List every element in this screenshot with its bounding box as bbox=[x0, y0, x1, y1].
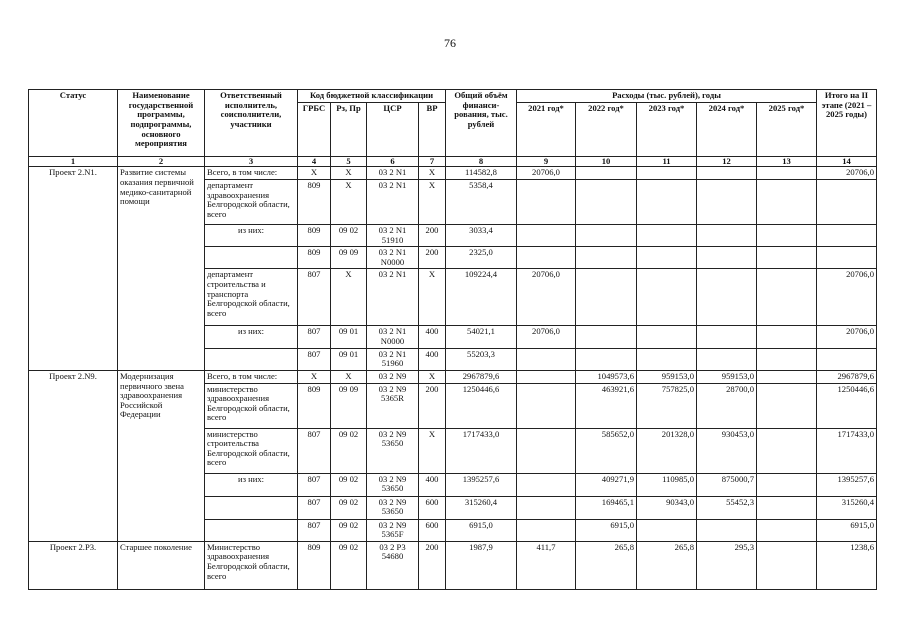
year-2024-cell bbox=[697, 326, 757, 348]
header-grbs: ГРБС bbox=[298, 102, 331, 156]
grbs-cell: Х bbox=[298, 167, 331, 180]
responsible-cell: Министерство здравоохранения Белгородской области, всего bbox=[205, 541, 298, 589]
stage-total-cell bbox=[817, 224, 877, 246]
year-2025-cell bbox=[757, 519, 817, 541]
responsible-cell: министерство здравоохранения Белгородской области, всего bbox=[205, 383, 298, 428]
year-2022-cell: 409271,9 bbox=[576, 473, 637, 496]
year-2021-cell: 20706,0 bbox=[517, 167, 576, 180]
header-2025: 2025 год* bbox=[757, 102, 817, 156]
year-2024-cell bbox=[697, 224, 757, 246]
status-cell: Проект 2.Р3. bbox=[29, 541, 118, 589]
name-cell: Старшее поколение bbox=[118, 541, 205, 589]
rzpr-cell: Х bbox=[331, 269, 367, 326]
csr-cell: 03 2 N9 53650 bbox=[367, 473, 419, 496]
table-row bbox=[29, 541, 877, 589]
year-2024-cell bbox=[697, 247, 757, 269]
grbs-cell: 807 bbox=[298, 519, 331, 541]
header-kbk: Код бюджетной классификации bbox=[298, 90, 446, 103]
stage-total-cell bbox=[817, 247, 877, 269]
year-2025-cell bbox=[757, 541, 817, 589]
year-2023-cell bbox=[637, 224, 697, 246]
vr-cell: Х bbox=[419, 370, 446, 383]
header-rzpr: Рз, Пр bbox=[331, 102, 367, 156]
header-responsible: Ответственный исполнитель, соисполнители, участники bbox=[205, 90, 298, 157]
csr-cell: 03 2 N9 bbox=[367, 370, 419, 383]
column-number: 4 bbox=[298, 156, 331, 167]
responsible-cell: Всего, в том числе: bbox=[205, 370, 298, 383]
header-status: Статус bbox=[29, 90, 118, 157]
total-cell: 114582,8 bbox=[446, 167, 517, 180]
stage-total-cell: 1717433,0 bbox=[817, 428, 877, 473]
year-2021-cell bbox=[517, 519, 576, 541]
column-number: 5 bbox=[331, 156, 367, 167]
column-number: 1 bbox=[29, 156, 118, 167]
header-name: Наименование государственной программы, подпрограммы, основного мероприятия bbox=[118, 90, 205, 157]
vr-cell: 400 bbox=[419, 473, 446, 496]
grbs-cell: 807 bbox=[298, 428, 331, 473]
csr-cell: 03 2 N1 N0000 bbox=[367, 247, 419, 269]
rzpr-cell: 09 02 bbox=[331, 496, 367, 519]
year-2025-cell bbox=[757, 269, 817, 326]
column-number-row bbox=[29, 156, 877, 167]
grbs-cell: 809 bbox=[298, 541, 331, 589]
vr-cell: 200 bbox=[419, 541, 446, 589]
responsible-cell bbox=[205, 496, 298, 519]
header-2024: 2024 год* bbox=[697, 102, 757, 156]
total-cell: 1250446,6 bbox=[446, 383, 517, 428]
total-cell: 6915,0 bbox=[446, 519, 517, 541]
grbs-cell: 807 bbox=[298, 326, 331, 348]
vr-cell: 200 bbox=[419, 224, 446, 246]
total-cell: 1987,9 bbox=[446, 541, 517, 589]
year-2025-cell bbox=[757, 247, 817, 269]
year-2025-cell bbox=[757, 224, 817, 246]
total-cell: 3033,4 bbox=[446, 224, 517, 246]
header-stage-total: Итого на II этапе (2021 – 2025 годы) bbox=[817, 90, 877, 157]
vr-cell: Х bbox=[419, 269, 446, 326]
stage-total-cell: 1250446,6 bbox=[817, 383, 877, 428]
grbs-cell: 807 bbox=[298, 348, 331, 370]
year-2025-cell bbox=[757, 473, 817, 496]
budget-table bbox=[28, 89, 877, 590]
total-cell: 315260,4 bbox=[446, 496, 517, 519]
year-2021-cell bbox=[517, 247, 576, 269]
responsible-cell: министерство строительства Белгородской области, всего bbox=[205, 428, 298, 473]
year-2022-cell bbox=[576, 167, 637, 180]
column-number: 10 bbox=[576, 156, 637, 167]
vr-cell: Х bbox=[419, 428, 446, 473]
csr-cell: 03 2 N9 5365F bbox=[367, 519, 419, 541]
stage-total-cell: 1395257,6 bbox=[817, 473, 877, 496]
year-2021-cell bbox=[517, 348, 576, 370]
stage-total-cell: 1238,6 bbox=[817, 541, 877, 589]
column-number: 11 bbox=[637, 156, 697, 167]
year-2021-cell: 20706,0 bbox=[517, 269, 576, 326]
year-2025-cell bbox=[757, 428, 817, 473]
year-2021-cell bbox=[517, 179, 576, 224]
column-number: 9 bbox=[517, 156, 576, 167]
stage-total-cell bbox=[817, 348, 877, 370]
responsible-cell bbox=[205, 247, 298, 269]
header-total: Общий объём финанси-рования, тыс. рублей bbox=[446, 90, 517, 157]
year-2023-cell: 757825,0 bbox=[637, 383, 697, 428]
year-2025-cell bbox=[757, 326, 817, 348]
year-2022-cell: 6915,0 bbox=[576, 519, 637, 541]
year-2025-cell bbox=[757, 496, 817, 519]
csr-cell: 03 2 N1 51910 bbox=[367, 224, 419, 246]
grbs-cell: 807 bbox=[298, 496, 331, 519]
status-cell: Проект 2.N1. bbox=[29, 167, 118, 371]
year-2021-cell bbox=[517, 428, 576, 473]
year-2023-cell: 110985,0 bbox=[637, 473, 697, 496]
rzpr-cell: 09 02 bbox=[331, 519, 367, 541]
csr-cell: 03 2 N1 51960 bbox=[367, 348, 419, 370]
vr-cell: 200 bbox=[419, 383, 446, 428]
year-2022-cell: 1049573,6 bbox=[576, 370, 637, 383]
stage-total-cell: 20706,0 bbox=[817, 167, 877, 180]
name-cell: Развитие системы оказания первичной медико-санитарной помощи bbox=[118, 167, 205, 371]
vr-cell: 400 bbox=[419, 326, 446, 348]
rzpr-cell: 09 02 bbox=[331, 473, 367, 496]
page-number: 76 bbox=[444, 36, 456, 50]
year-2021-cell: 411,7 bbox=[517, 541, 576, 589]
column-number: 14 bbox=[817, 156, 877, 167]
rzpr-cell: 09 09 bbox=[331, 247, 367, 269]
csr-cell: 03 2 N9 5365R bbox=[367, 383, 419, 428]
year-2023-cell bbox=[637, 269, 697, 326]
year-2023-cell: 201328,0 bbox=[637, 428, 697, 473]
table-row bbox=[29, 370, 877, 383]
rzpr-cell: 09 09 bbox=[331, 383, 367, 428]
responsible-cell: из них: bbox=[205, 473, 298, 496]
year-2023-cell bbox=[637, 247, 697, 269]
responsible-cell: из них: bbox=[205, 326, 298, 348]
stage-total-cell: 315260,4 bbox=[817, 496, 877, 519]
header-csr: ЦСР bbox=[367, 102, 419, 156]
header-vr: ВР bbox=[419, 102, 446, 156]
year-2021-cell bbox=[517, 370, 576, 383]
total-cell: 109224,4 bbox=[446, 269, 517, 326]
total-cell: 2967879,6 bbox=[446, 370, 517, 383]
csr-cell: 03 2 N1 bbox=[367, 179, 419, 224]
year-2021-cell bbox=[517, 224, 576, 246]
responsible-cell: Всего, в том числе: bbox=[205, 167, 298, 180]
rzpr-cell: Х bbox=[331, 179, 367, 224]
header-expenses: Расходы (тыс. рублей), годы bbox=[517, 90, 817, 103]
year-2022-cell bbox=[576, 224, 637, 246]
year-2025-cell bbox=[757, 383, 817, 428]
table-header bbox=[29, 90, 877, 167]
year-2022-cell: 585652,0 bbox=[576, 428, 637, 473]
grbs-cell: 809 bbox=[298, 179, 331, 224]
column-number: 3 bbox=[205, 156, 298, 167]
year-2022-cell: 463921,6 bbox=[576, 383, 637, 428]
year-2025-cell bbox=[757, 179, 817, 224]
csr-cell: 03 2 N1 bbox=[367, 167, 419, 180]
column-number: 13 bbox=[757, 156, 817, 167]
year-2024-cell bbox=[697, 519, 757, 541]
csr-cell: 03 2 N1 bbox=[367, 269, 419, 326]
year-2024-cell bbox=[697, 269, 757, 326]
year-2024-cell: 28700,0 bbox=[697, 383, 757, 428]
grbs-cell: Х bbox=[298, 370, 331, 383]
year-2022-cell bbox=[576, 269, 637, 326]
grbs-cell: 809 bbox=[298, 247, 331, 269]
year-2025-cell bbox=[757, 348, 817, 370]
vr-cell: Х bbox=[419, 167, 446, 180]
vr-cell: 600 bbox=[419, 519, 446, 541]
column-number: 12 bbox=[697, 156, 757, 167]
rzpr-cell: 09 01 bbox=[331, 326, 367, 348]
year-2023-cell bbox=[637, 519, 697, 541]
year-2025-cell bbox=[757, 167, 817, 180]
grbs-cell: 807 bbox=[298, 269, 331, 326]
csr-cell: 03 2 Р3 54680 bbox=[367, 541, 419, 589]
responsible-cell: департамент здравоохранения Белгородской области, всего bbox=[205, 179, 298, 224]
year-2023-cell bbox=[637, 167, 697, 180]
vr-cell: 400 bbox=[419, 348, 446, 370]
column-number: 2 bbox=[118, 156, 205, 167]
stage-total-cell: 20706,0 bbox=[817, 269, 877, 326]
year-2022-cell bbox=[576, 348, 637, 370]
column-number: 7 bbox=[419, 156, 446, 167]
year-2022-cell bbox=[576, 247, 637, 269]
year-2023-cell bbox=[637, 326, 697, 348]
table-body bbox=[29, 167, 877, 590]
stage-total-cell: 2967879,6 bbox=[817, 370, 877, 383]
total-cell: 5358,4 bbox=[446, 179, 517, 224]
responsible-cell: из них: bbox=[205, 224, 298, 246]
total-cell: 1395257,6 bbox=[446, 473, 517, 496]
stage-total-cell bbox=[817, 179, 877, 224]
header-2022: 2022 год* bbox=[576, 102, 637, 156]
responsible-cell bbox=[205, 519, 298, 541]
year-2025-cell bbox=[757, 370, 817, 383]
grbs-cell: 809 bbox=[298, 383, 331, 428]
total-cell: 54021,1 bbox=[446, 326, 517, 348]
total-cell: 55203,3 bbox=[446, 348, 517, 370]
rzpr-cell: 09 01 bbox=[331, 348, 367, 370]
stage-total-cell: 20706,0 bbox=[817, 326, 877, 348]
year-2023-cell: 90343,0 bbox=[637, 496, 697, 519]
table-row bbox=[29, 167, 877, 180]
rzpr-cell: Х bbox=[331, 167, 367, 180]
grbs-cell: 807 bbox=[298, 473, 331, 496]
header-2021: 2021 год* bbox=[517, 102, 576, 156]
year-2022-cell: 169465,1 bbox=[576, 496, 637, 519]
rzpr-cell: 09 02 bbox=[331, 428, 367, 473]
year-2024-cell: 55452,3 bbox=[697, 496, 757, 519]
year-2021-cell: 20706,0 bbox=[517, 326, 576, 348]
rzpr-cell: 09 02 bbox=[331, 541, 367, 589]
year-2021-cell bbox=[517, 383, 576, 428]
name-cell: Модернизация первичного звена здравоохранения Российской Федерации bbox=[118, 370, 205, 541]
column-number: 8 bbox=[446, 156, 517, 167]
csr-cell: 03 2 N9 53650 bbox=[367, 496, 419, 519]
year-2023-cell bbox=[637, 348, 697, 370]
year-2022-cell: 265,8 bbox=[576, 541, 637, 589]
responsible-cell bbox=[205, 348, 298, 370]
year-2024-cell: 930453,0 bbox=[697, 428, 757, 473]
header-2023: 2023 год* bbox=[637, 102, 697, 156]
status-cell: Проект 2.N9. bbox=[29, 370, 118, 541]
year-2024-cell: 875000,7 bbox=[697, 473, 757, 496]
year-2023-cell: 959153,0 bbox=[637, 370, 697, 383]
vr-cell: 600 bbox=[419, 496, 446, 519]
total-cell: 2325,0 bbox=[446, 247, 517, 269]
rzpr-cell: Х bbox=[331, 370, 367, 383]
year-2024-cell: 295,3 bbox=[697, 541, 757, 589]
year-2023-cell: 265,8 bbox=[637, 541, 697, 589]
stage-total-cell: 6915,0 bbox=[817, 519, 877, 541]
column-number: 6 bbox=[367, 156, 419, 167]
rzpr-cell: 09 02 bbox=[331, 224, 367, 246]
csr-cell: 03 2 N9 53650 bbox=[367, 428, 419, 473]
year-2024-cell bbox=[697, 167, 757, 180]
year-2022-cell bbox=[576, 179, 637, 224]
year-2021-cell bbox=[517, 473, 576, 496]
vr-cell: 200 bbox=[419, 247, 446, 269]
grbs-cell: 809 bbox=[298, 224, 331, 246]
year-2022-cell bbox=[576, 326, 637, 348]
total-cell: 1717433,0 bbox=[446, 428, 517, 473]
responsible-cell: департамент строительства и транспорта Белгородской области, всего bbox=[205, 269, 298, 326]
csr-cell: 03 2 N1 N0000 bbox=[367, 326, 419, 348]
vr-cell: Х bbox=[419, 179, 446, 224]
year-2024-cell bbox=[697, 179, 757, 224]
year-2024-cell: 959153,0 bbox=[697, 370, 757, 383]
year-2023-cell bbox=[637, 179, 697, 224]
year-2024-cell bbox=[697, 348, 757, 370]
year-2021-cell bbox=[517, 496, 576, 519]
